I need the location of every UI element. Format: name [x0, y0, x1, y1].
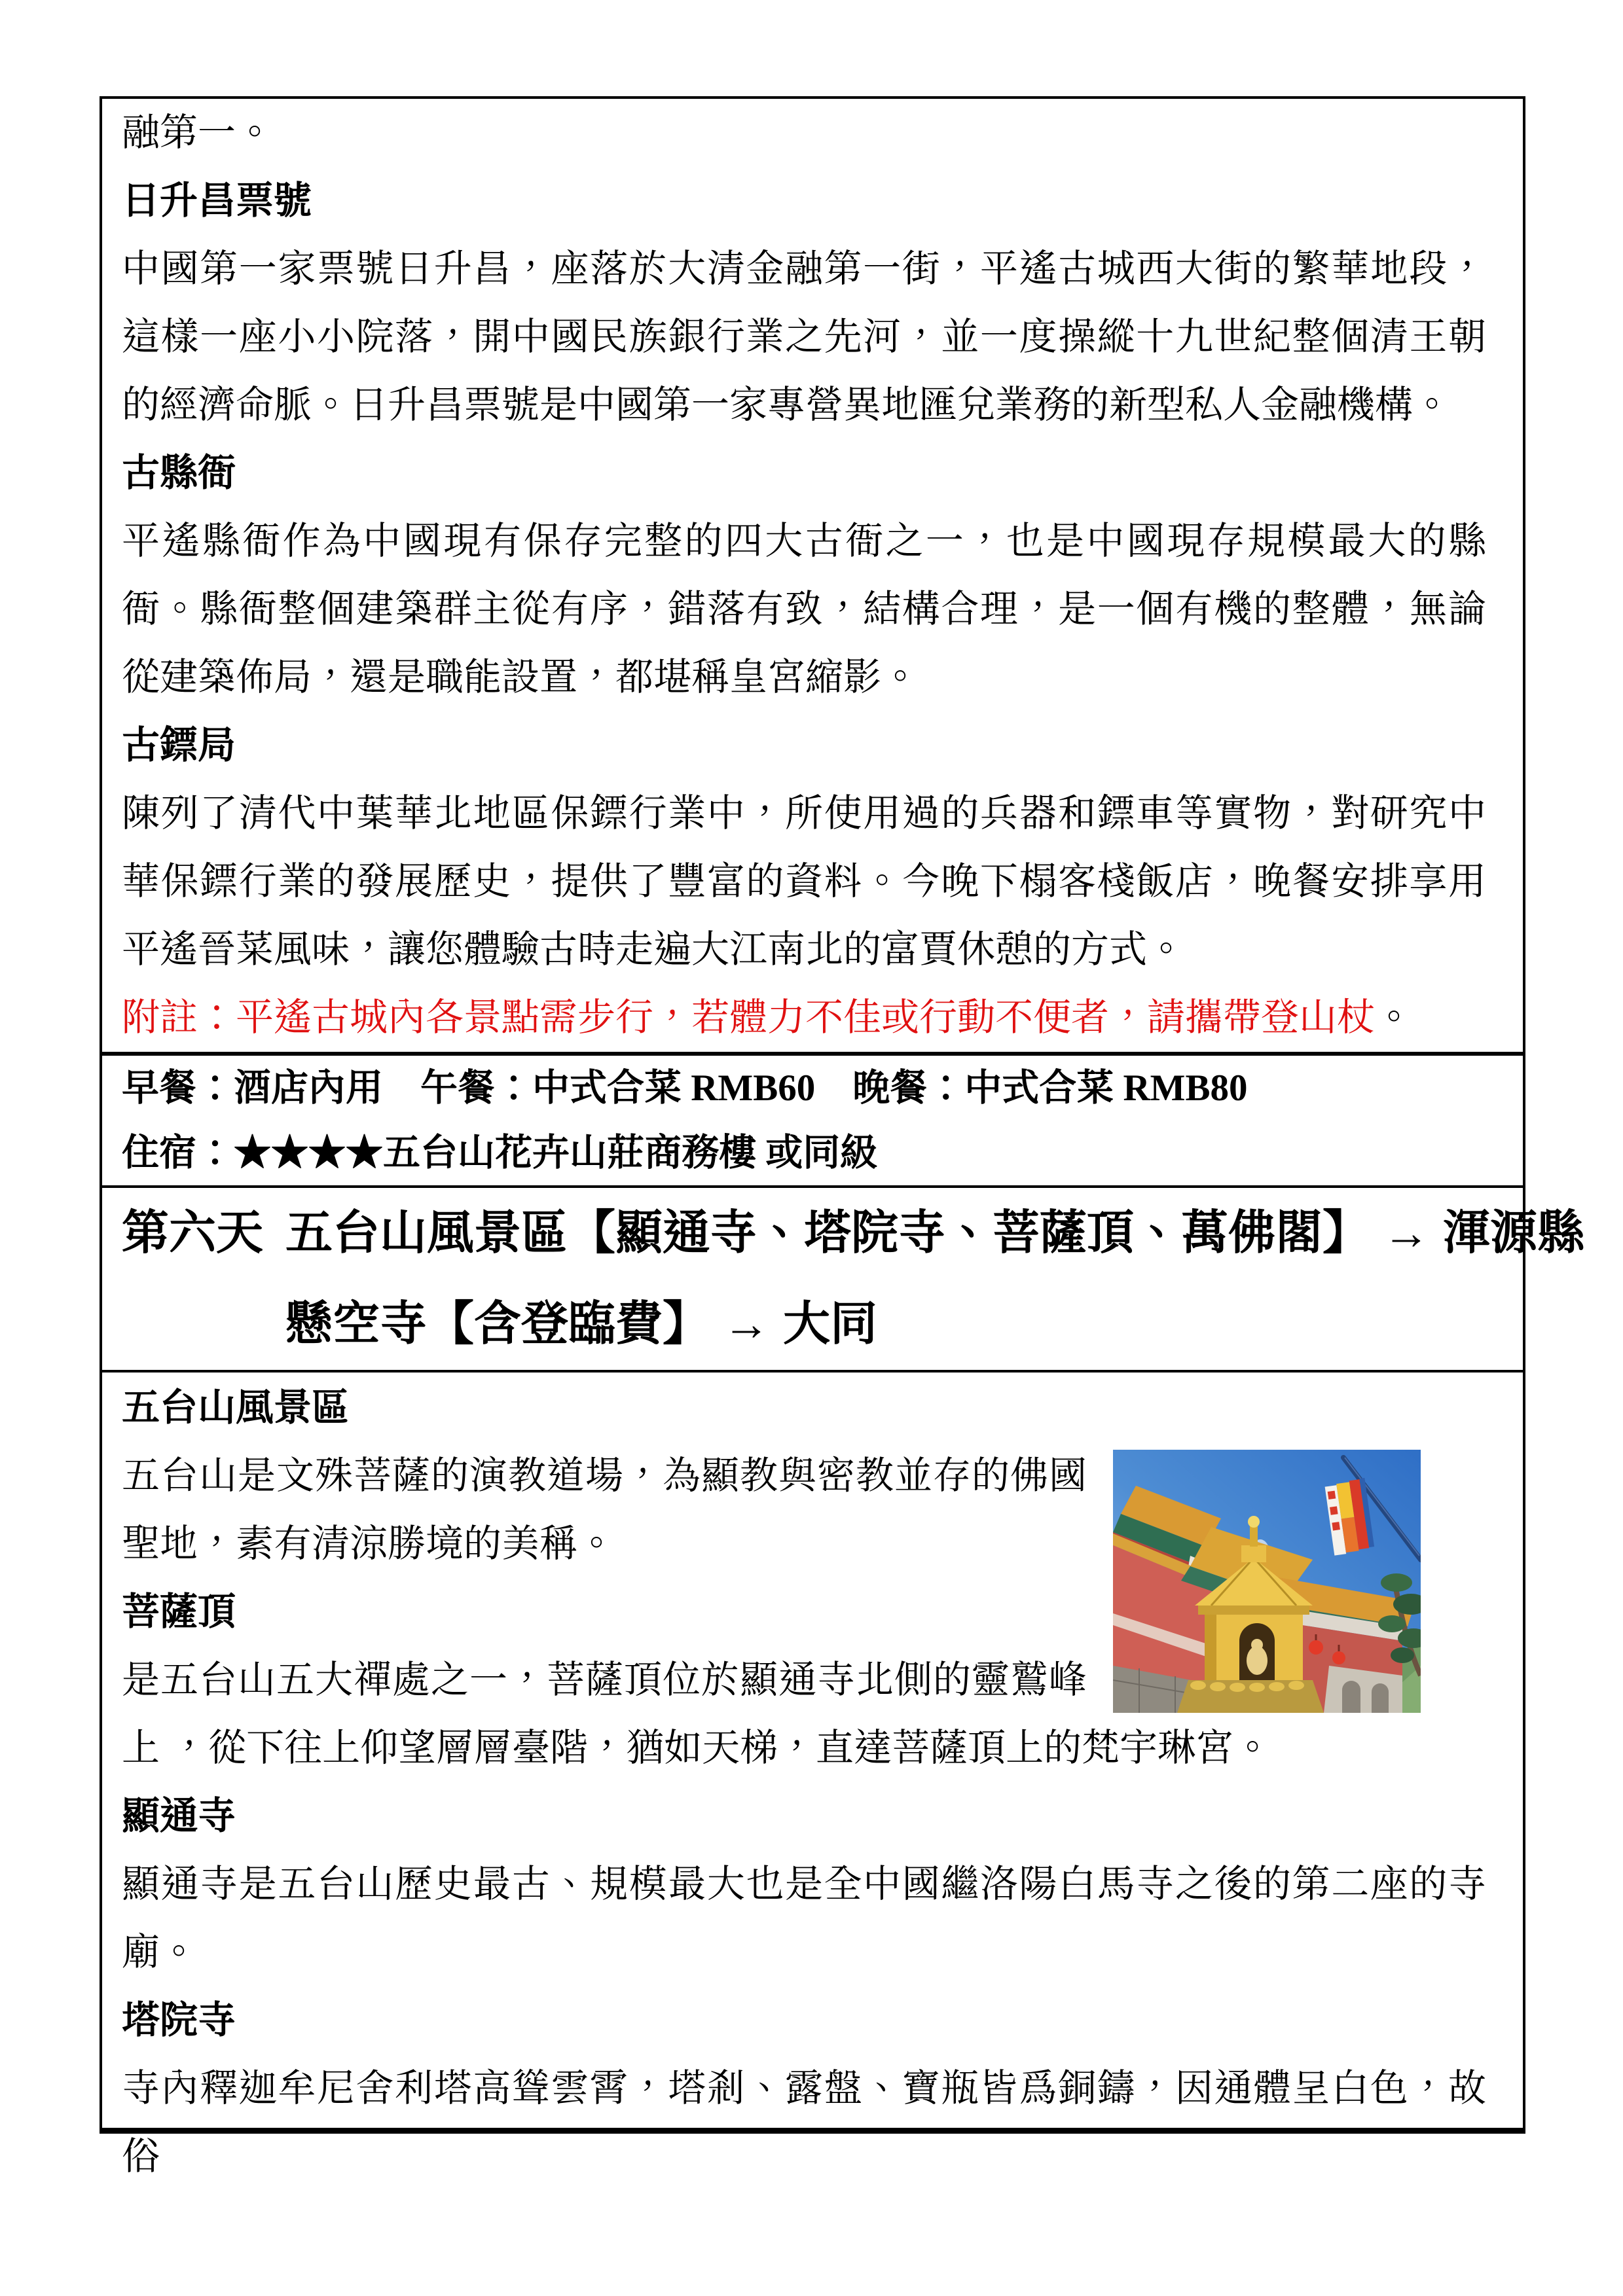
itinerary-table — [100, 96, 1585, 2178]
carryover-text: 融第一。 — [122, 111, 274, 154]
temple-photo — [1113, 1450, 1421, 1713]
poi-heading-xiantongsi: 顯通寺 — [122, 1795, 236, 1837]
meals-lodging-row — [102, 1052, 1523, 1185]
poi-heading-tayuansi: 塔院寺 — [122, 1999, 236, 2041]
poi-heading-rishengchang: 日升昌票號 — [122, 179, 312, 222]
poi-paragraph-pusading: 是五台山五大禪處之一，菩薩頂位於顯通寺北側的靈鷲峰上 ，從下往上仰望層層臺階，猶如天梯，直達菩薩頂上的梵宇琳宮。 — [122, 1659, 1272, 1769]
poi-paragraph-rishengchang: 中國第一家票號日升昌，座落於大清金融第一街，平遙古城西大街的繁華地段，這樣一座小小院落，開中國民族銀行業之先河，並一度操縱十九世紀整個清王朝的經濟命脈。日升昌票號是中國第一家專營異地匯兌業務的新型私人金融機構。 — [122, 247, 1486, 426]
poi-heading-wutaishan: 五台山風景區 — [122, 1386, 350, 1429]
lodging-line: 住宿：★★★★五台山花卉山莊商務樓 或同級 — [122, 1132, 878, 1174]
day-label: 第六天 — [122, 1207, 264, 1259]
poi-paragraph-guxianya: 平遙縣衙作為中國現有保存完整的四大古衙之一，也是中國現存規模最大的縣衙。縣衙整個建築群主從有序，錯落有致，結構合理，是一個有機的整體，無論從建築佈局，還是職能設置，都堪稱皇宮縮影。 — [122, 520, 1486, 698]
day6-header-row — [102, 1185, 1585, 1370]
pingyao-section — [102, 99, 1523, 1052]
wutai-section — [102, 1370, 1523, 2178]
temple-photo-illustration — [1113, 1450, 1421, 1713]
walking-note-text: 附註：平遙古城內各景點需步行，若體力不佳或行動不便者，請攜帶登山杖 — [122, 996, 1376, 1039]
poi-paragraph-xiantongsi: 顯通寺是五台山歷史最古、規模最大也是全中國繼洛陽白馬寺之後的第二座的寺廟。 — [122, 1863, 1486, 1973]
day6-route-line1: 五台山風景區【顯通寺、塔院寺、菩薩頂、萬佛閣】 → 渾源縣 — [285, 1207, 1585, 1259]
walking-note — [122, 984, 1486, 1052]
poi-paragraph-wutaishan: 五台山是文殊菩薩的演教道場，為顯教與密教並存的佛國聖地，素有清涼勝境的美稱。 — [122, 1454, 1087, 1565]
day6-title-line1 — [122, 1188, 1585, 1279]
walking-note-period: 。 — [1375, 996, 1413, 1039]
poi-paragraph-tayuansi: 寺內釋迦牟尼舍利塔高聳雲霄，塔剎、露盤、寶瓶皆爲銅鑄，因通體呈白色，故俗 — [122, 2067, 1486, 2178]
day6-title-line2: 懸空寺【含登臨費】 → 大同 — [285, 1298, 878, 1350]
poi-heading-pusading: 菩薩頂 — [122, 1590, 236, 1633]
meals-line: 早餐：酒店內用 午餐：中式合菜 RMB60 晚餐：中式合菜 RMB80 — [122, 1067, 1248, 1109]
poi-heading-guxianya: 古縣衙 — [122, 452, 236, 494]
poi-heading-gubiaoju: 古鏢局 — [122, 724, 236, 766]
poi-paragraph-gubiaoju: 陳列了清代中葉華北地區保鏢行業中，所使用過的兵器和鏢車等實物，對研究中華保鏢行業的發展歷史，提供了豐富的資料。今晚下榻客棧飯店，晚餐安排享用平遙晉菜風味，讓您體驗古時走遍大江南北的富賈休憩的方式。 — [122, 792, 1486, 971]
